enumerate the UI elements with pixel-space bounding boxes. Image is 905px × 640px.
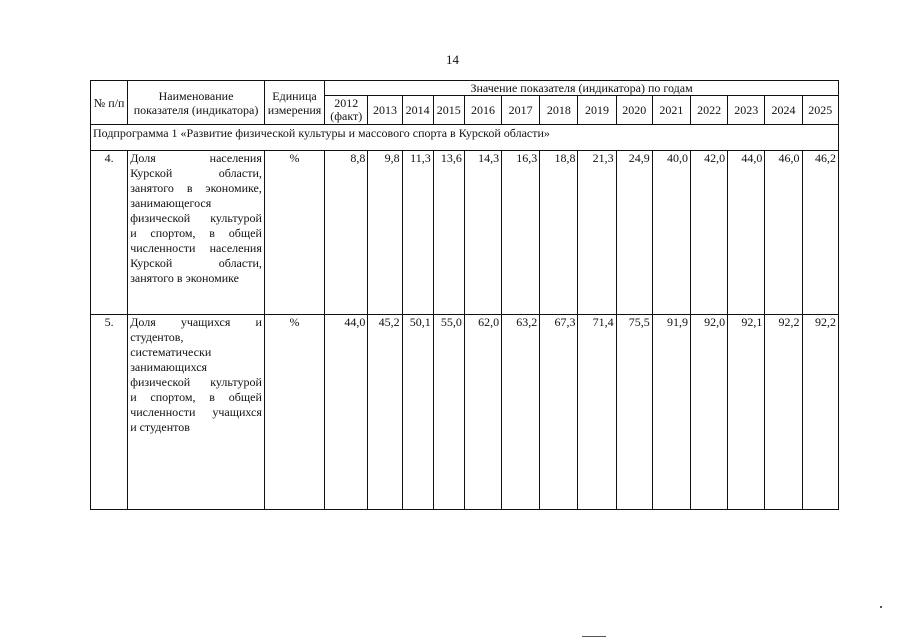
indicators-table (90, 80, 839, 510)
indicator-name-line: физической культурой (130, 211, 262, 225)
value-cell: 63,2 (502, 315, 540, 510)
value-cell: 21,3 (578, 151, 616, 315)
row-number: 5. (91, 315, 128, 510)
indicator-name-line: занятого в экономике, (130, 181, 262, 195)
value-cell: 11,3 (402, 151, 433, 315)
value-cell: 71,4 (578, 315, 616, 510)
header-year: 2014 (402, 96, 433, 125)
header-values-by-year: Значение показателя (индикатора) по годам (325, 81, 839, 96)
indicator-name-line: Курской области, (130, 166, 262, 180)
indicator-name-line: численности учащихся (130, 405, 262, 419)
indicator-name-line: занимающегося (130, 196, 212, 210)
header-year: 2017 (502, 96, 540, 125)
header-year: 2015 (433, 96, 464, 125)
indicator-name-line: Курской области, (130, 256, 262, 270)
header-year: 2021 (652, 96, 690, 125)
value-cell: 92,0 (690, 315, 727, 510)
indicator-name-line: и спортом, в общей (130, 390, 262, 404)
table-row (91, 315, 839, 510)
value-cell: 9,8 (368, 151, 402, 315)
value-cell: 67,3 (540, 315, 578, 510)
value-cell: 46,2 (802, 151, 838, 315)
indicator-name-line: численности населения (130, 241, 262, 255)
indicator-name (128, 315, 265, 510)
indicator-name-line: систематически (130, 345, 212, 359)
header-year: 2012 (факт) (325, 96, 368, 125)
header-year: 2024 (765, 96, 802, 125)
scan-speck (880, 606, 882, 608)
value-cell: 45,2 (368, 315, 402, 510)
indicator-name-line: занятого в экономике (130, 271, 240, 285)
page-number: 14 (446, 52, 459, 67)
value-cell: 92,2 (802, 315, 838, 510)
indicator-name-line: Доля учащихся и (130, 315, 262, 329)
value-cell: 44,0 (325, 315, 368, 510)
header-indicator-name: Наименование показателя (индикатора) (128, 81, 265, 125)
unit-cell: % (264, 315, 324, 510)
indicator-name-line: и спортом, в общей (130, 226, 262, 240)
value-cell: 14,3 (464, 151, 501, 315)
indicator-name (128, 151, 265, 315)
scan-speck (582, 636, 606, 637)
header-year: 2018 (540, 96, 578, 125)
value-cell: 13,6 (433, 151, 464, 315)
unit-cell: % (264, 151, 324, 315)
value-cell: 18,8 (540, 151, 578, 315)
value-cell: 42,0 (690, 151, 727, 315)
value-cell: 75,5 (616, 315, 652, 510)
value-cell: 55,0 (433, 315, 464, 510)
row-number: 4. (91, 151, 128, 315)
value-cell: 40,0 (652, 151, 690, 315)
indicator-name-line: занимающихся (130, 360, 208, 374)
indicator-name-line: физической культурой (130, 375, 262, 389)
indicator-name-line: и студентов (130, 420, 190, 434)
table-row (91, 151, 839, 315)
header-year: 2025 (802, 96, 838, 125)
header-year: 2020 (616, 96, 652, 125)
header-unit: Единица измерения (264, 81, 324, 125)
value-cell: 16,3 (502, 151, 540, 315)
header-number: № п/п (91, 81, 128, 125)
header-year: 2016 (464, 96, 501, 125)
value-cell: 92,2 (765, 315, 802, 510)
indicator-name-line: студентов, (130, 330, 184, 344)
value-cell: 50,1 (402, 315, 433, 510)
header-year: 2022 (690, 96, 727, 125)
header-year: 2013 (368, 96, 402, 125)
value-cell: 46,0 (765, 151, 802, 315)
value-cell: 62,0 (464, 315, 501, 510)
header-year: 2023 (728, 96, 765, 125)
value-cell: 44,0 (728, 151, 765, 315)
subprogram-title: Подпрограмма 1 «Развитие физической культуры и массового спорта в Курской области» (91, 125, 839, 151)
value-cell: 92,1 (728, 315, 765, 510)
value-cell: 24,9 (616, 151, 652, 315)
header-year: 2019 (578, 96, 616, 125)
value-cell: 8,8 (325, 151, 368, 315)
indicator-name-line: Доля населения (130, 151, 262, 165)
value-cell: 91,9 (652, 315, 690, 510)
